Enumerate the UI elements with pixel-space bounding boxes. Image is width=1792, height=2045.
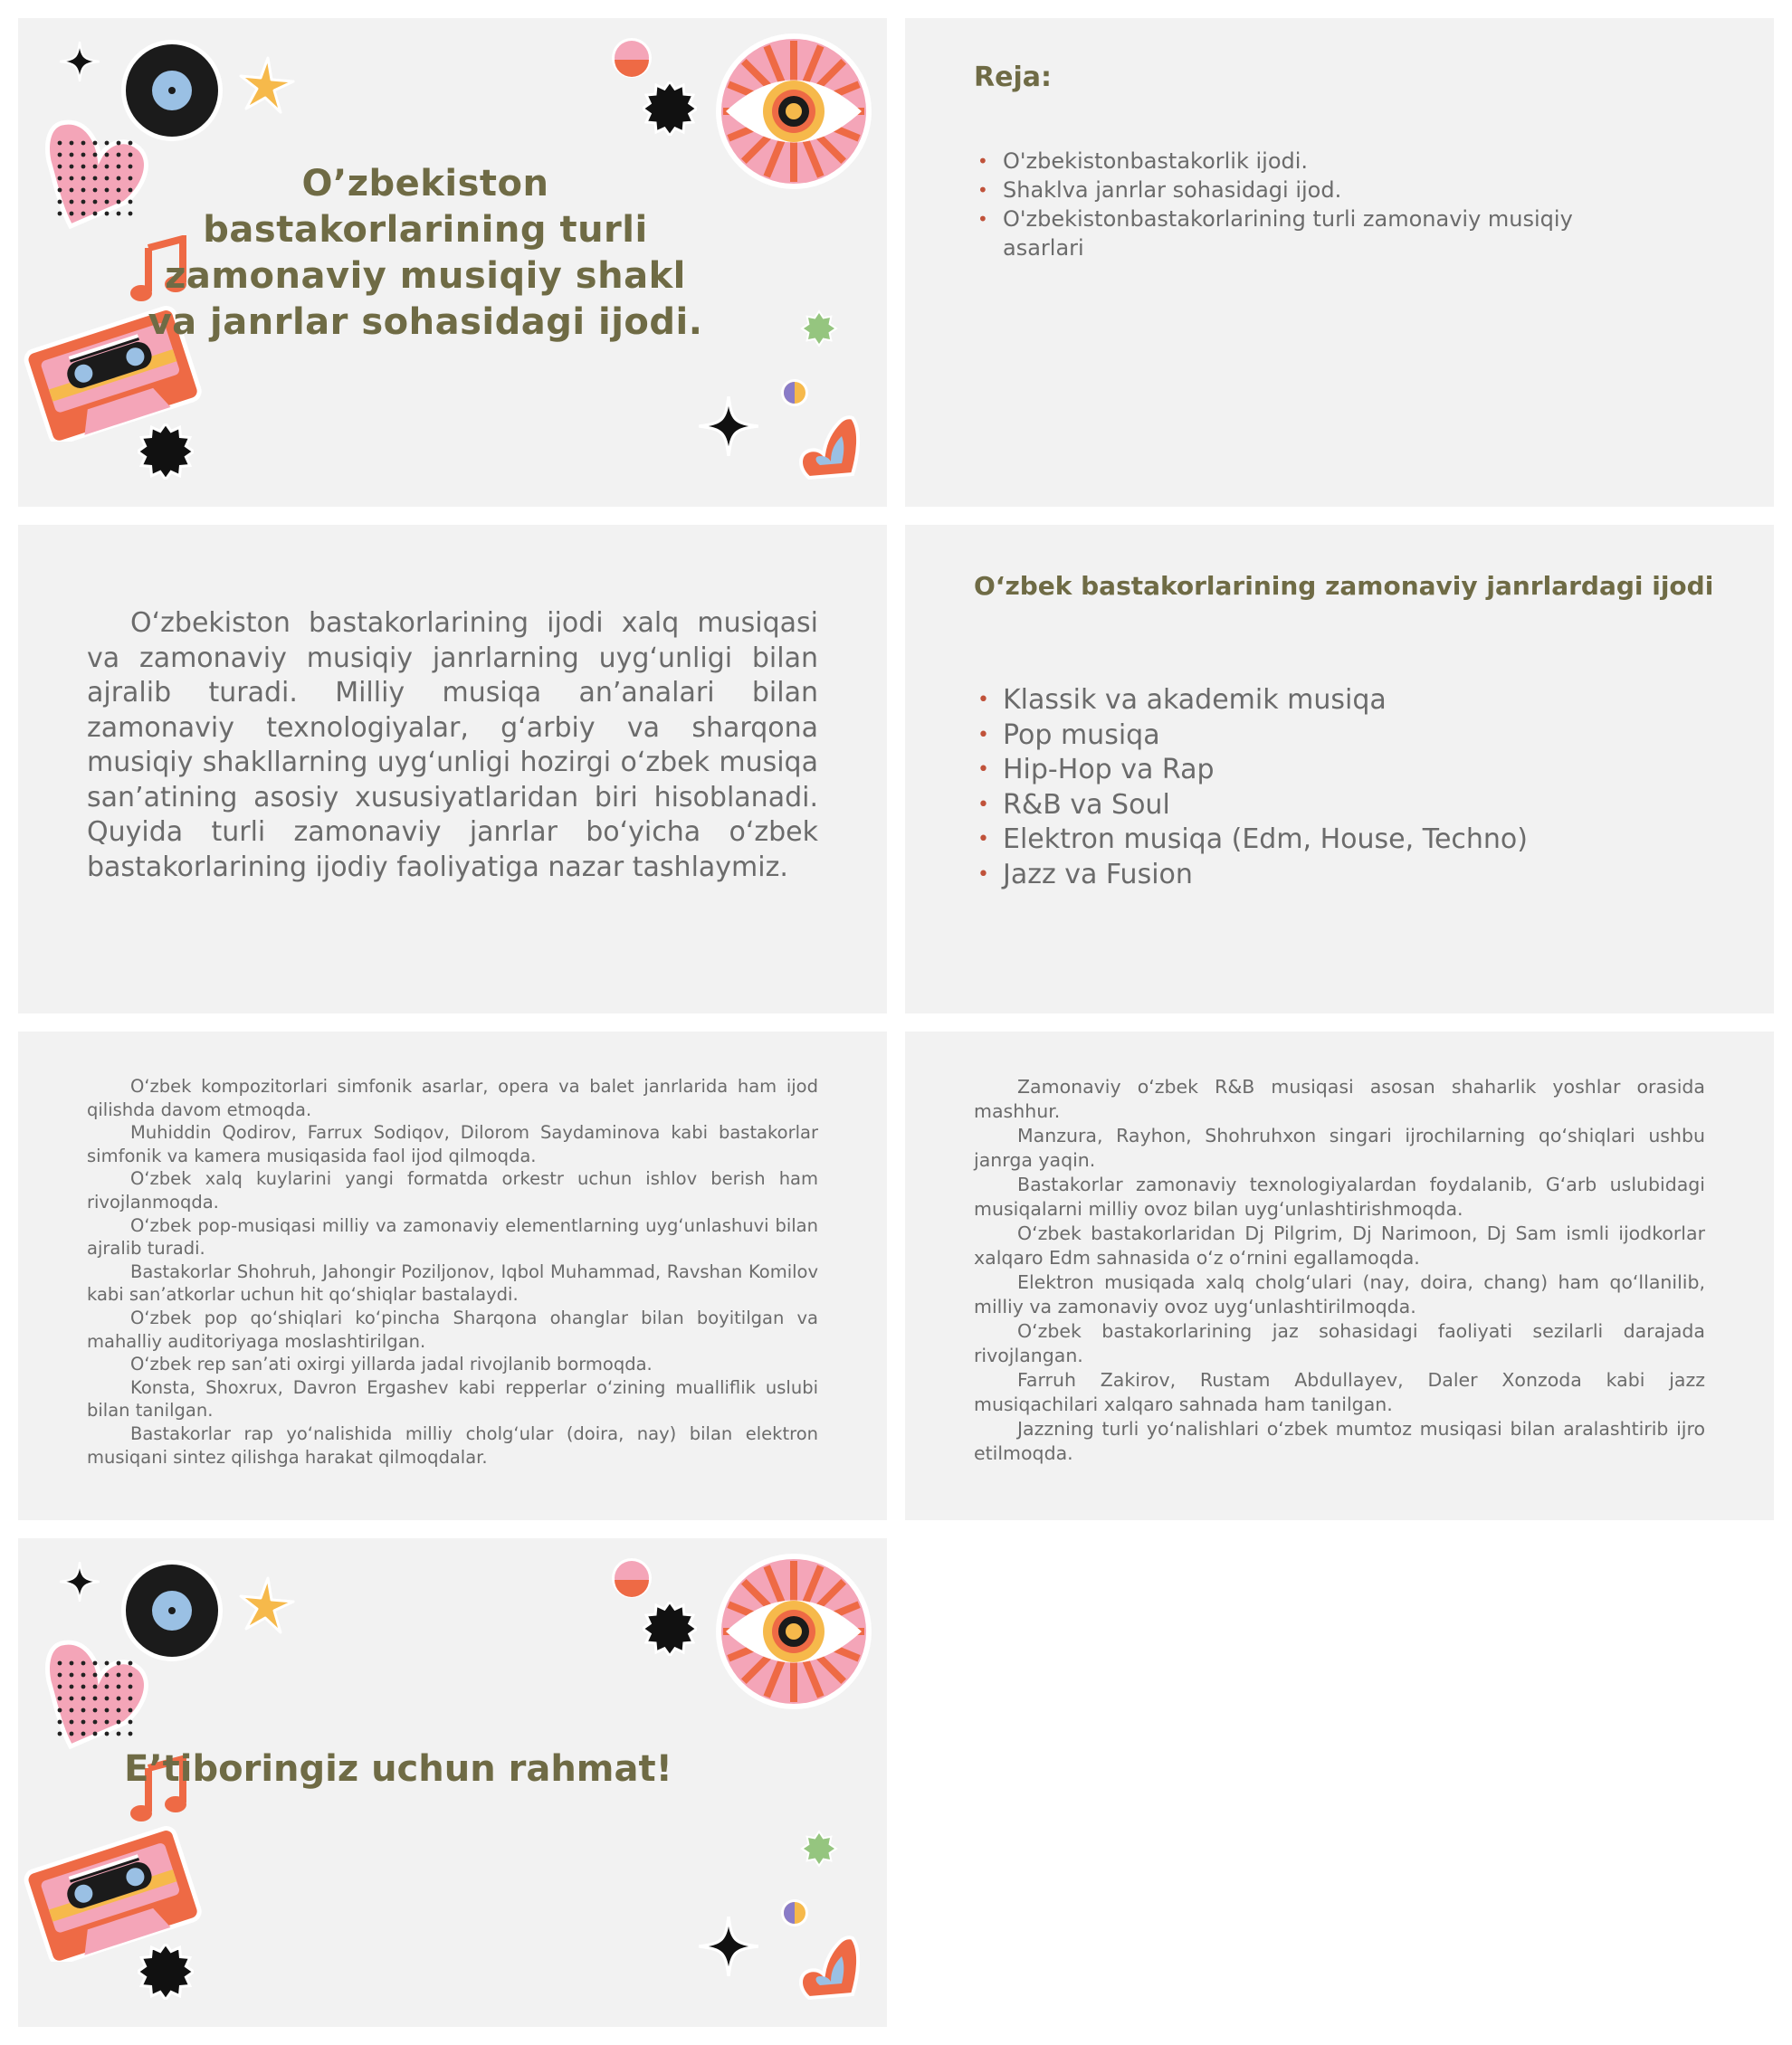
paragraph: Bastakorlar rap yo‘nalishida milliy cholg‘ular (doira, nay) bilan elektron musiqani sintez qilishga harakat qilmoqdalar. <box>87 1422 818 1468</box>
half-circle-icon <box>780 378 809 407</box>
gear-badge-icon <box>643 1602 697 1656</box>
slide-intro <box>18 525 887 1013</box>
cassette-icon <box>22 1826 203 1962</box>
list-item: • O'zbekistonbastakorlik ijodi. <box>1003 147 1654 176</box>
text-block <box>974 1075 1705 1466</box>
paragraph: O‘zbek bastakorlaridan Dj Pilgrim, Dj Narimoon, Dj Sam ismli ijodkorlar xalqaro Edm sahnasida o‘z o‘rnini egallamoqda. <box>974 1222 1705 1269</box>
gear-badge-icon <box>138 1944 194 2000</box>
list-item: • Jazz va Fusion <box>1003 858 1709 893</box>
slide-rnb-edm-jazz <box>905 1032 1774 1520</box>
list-item: • Shaklva janrlar sohasidagi ijod. <box>1003 176 1654 204</box>
flower-icon <box>800 1830 838 1868</box>
striped-heart-icon <box>793 1931 865 2003</box>
paragraph: O‘zbek kompozitorlari simfonik asarlar, opera va balet janrlarida ham ijod qilishda davom etmoqda. <box>87 1076 818 1120</box>
slide-title <box>18 18 887 507</box>
sparkle-icon <box>60 1562 100 1602</box>
paragraph: Farruh Zakirov, Rustam Abdullayev, Daler Xonzoda kabi jazz musiqachilari xalqaro sahnada ham tanilgan. <box>974 1369 1705 1415</box>
dotted-heart-icon <box>34 1636 161 1754</box>
plan-list <box>1003 147 1654 262</box>
intro-text: O‘zbekiston bastakorlarining ijodi xalq musiqasi va zamonaviy musiqiy janrlarning uyg‘unligi bilan ajralib turadi. Milliy musiqa an’analari bilan zamonaviy texnologiyalar, g‘arbiy va sharqona musiqiy shakllarning uyg‘unligi hozirgi o‘zbek musiqa san’atining asosiy xususiyatlaridan biri hisoblanadi. Quyida turli zamonaviy janrlar bo‘yicha o‘zbek bastakorlarining ijodiy faoliyatiga nazar tashlaymiz. <box>87 607 818 883</box>
genres-heading: O‘zbek bastakorlarining zamonaviy janrlardagi ijodi <box>974 571 1714 601</box>
gear-badge-icon <box>138 423 194 480</box>
paragraph: Bastakorlar zamonaviy texnologiyalardan foydalanib, G‘arb uslubidagi musiqalarni milliy ovoz bilan uyg‘unlashtirishmoqda. <box>974 1174 1705 1220</box>
paragraph: Bastakorlar Shohruh, Jahongir Poziljonov, Iqbol Muhammad, Ravshan Komilov kabi san’atkorlar uchun hit qo‘shiqlar bastalaydi. <box>87 1260 818 1306</box>
paragraph: Jazzning turli yo‘nalishlari o‘zbek mumtoz musiqasi bilan aralashtirib ijro etilmoqda. <box>974 1418 1705 1464</box>
slide-thanks <box>18 1538 887 2027</box>
presentation-title: O’zbekiston bastakorlarining turli zamonaviy musiqiy shakl va janrlar sohasidagi ijodi. <box>148 163 703 343</box>
paragraph: Muhiddin Qodirov, Farrux Sodiqov, Dilorom Saydaminova kabi bastakorlar simfonik va kamera musiqasida faol ijod qilmoqda. <box>87 1122 818 1166</box>
paragraph: Manzura, Rayhon, Shohruhxon singari ijrochilarning qo‘shiqlari ushbu janrga yaqin. <box>974 1125 1705 1171</box>
half-circle-icon <box>610 1556 653 1600</box>
paragraph: Elektron musiqada xalq cholg‘ulari (nay, doira, chang) ham qo‘llanilib, milliy va zamonaviy ovoz uyg‘unlashtirilmoqda. <box>974 1271 1705 1317</box>
slide-genres <box>905 525 1774 1013</box>
paragraph: O‘zbek xalq kuylarini yangi formatda orkestr uchun ishlov berish ham rivojlanmoqda. <box>87 1168 818 1213</box>
paragraph: Zamonaviy o‘zbek R&B musiqasi asosan shaharlik yoshlar orasida mashhur. <box>974 1076 1705 1122</box>
sparkle-icon <box>699 396 758 456</box>
sparkle-icon <box>699 1917 758 1976</box>
list-item: • Klassik va akademik musiqa <box>1003 683 1709 718</box>
list-item: • O'zbekistonbastakorlarining turli zamonaviy musiqiy asarlari <box>1003 204 1654 262</box>
paragraph: O‘zbek bastakorlarining jaz sohasidagi faoliyati sezilarli darajada rivojlangan. <box>974 1320 1705 1366</box>
flower-icon <box>800 309 838 347</box>
plan-heading: Reja: <box>974 62 1052 93</box>
list-item: • Hip-Hop va Rap <box>1003 753 1709 788</box>
eye-icon <box>713 31 874 192</box>
list-item: • Elektron musiqa (Edm, House, Techno) <box>1003 823 1709 858</box>
half-circle-icon <box>610 36 653 80</box>
half-circle-icon <box>780 1898 809 1927</box>
text-block <box>87 1075 818 1469</box>
list-item: • R&B va Soul <box>1003 788 1709 823</box>
striped-heart-icon <box>793 411 865 483</box>
gear-badge-icon <box>643 81 697 136</box>
sparkle-icon <box>60 42 100 81</box>
list-item: • Pop musiqa <box>1003 718 1709 754</box>
slide-classical-pop-rap <box>18 1032 887 1520</box>
genres-list <box>1003 683 1709 892</box>
paragraph: O‘zbek pop qo‘shiqlari ko‘pincha Sharqona ohanglar bilan boyitilgan va mahalliy auditoriyaga moslashtirilgan. <box>87 1307 818 1352</box>
intro-paragraph <box>87 606 818 885</box>
slide-plan <box>905 18 1774 507</box>
paragraph: O‘zbek pop-musiqasi milliy va zamonaviy elementlarning uyg‘unlashuvi bilan ajralib turadi. <box>87 1214 818 1260</box>
thanks-title: E’tiboringiz uchun rahmat! <box>124 1748 672 1790</box>
paragraph: O‘zbek rep san’ati oxirgi yillarda jadal rivojlanib bormoqda. <box>130 1354 653 1375</box>
eye-icon <box>713 1551 874 1712</box>
star-icon <box>234 1574 297 1638</box>
paragraph: Konsta, Shoxrux, Davron Ergashev kabi repperlar o‘zining mualliflik uslubi bilan tanilgan. <box>87 1376 818 1422</box>
star-icon <box>234 54 297 118</box>
